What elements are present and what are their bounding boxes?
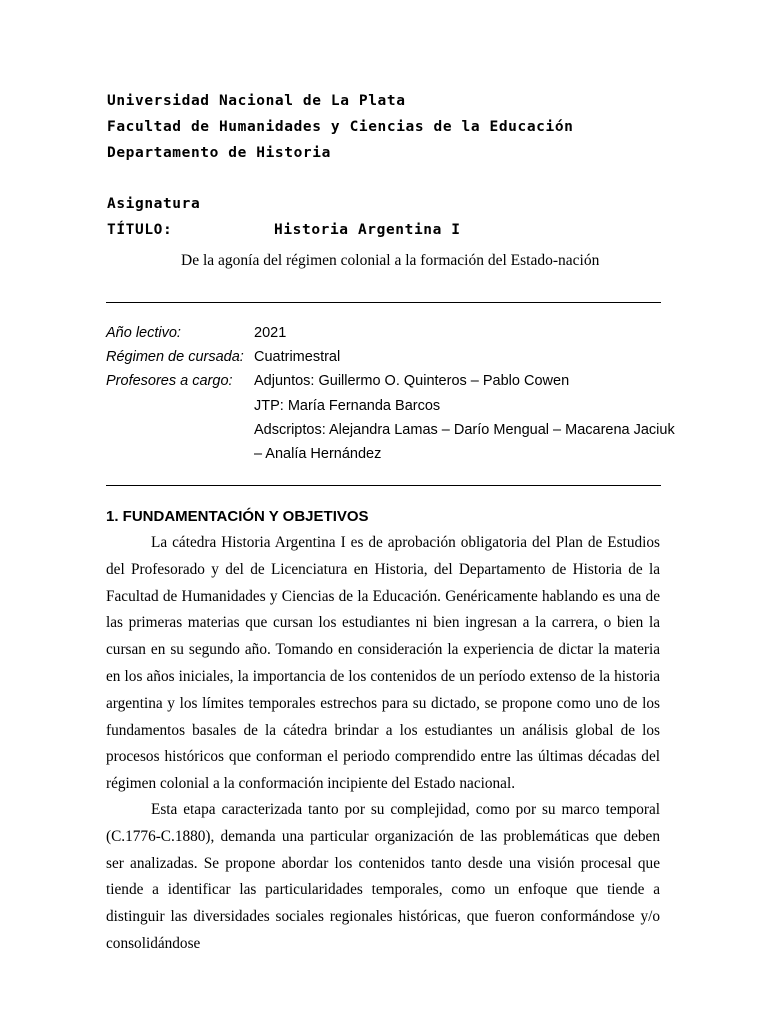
year-label: Año lectivo:: [106, 325, 181, 341]
faculty-name: Facultad de Humanidades y Ciencias de la Educación: [107, 119, 574, 135]
university-name: Universidad Nacional de La Plata: [107, 93, 406, 109]
top-divider: [106, 302, 661, 303]
course-title-label: TÍTULO:: [107, 222, 173, 238]
body-paragraph-2: Esta etapa caracterizada tanto por su complejidad, como por su marco temporal (C.1776-C.1880), demanda una particular organización de las problemáticas que deben ser analizadas. Se propone abordar los contenidos tanto desde una visión procesal que tiende a identificar las particularidades temporales, como un enfoque que tiende a distinguir las diversidades sociales regionales históricas, que fueron conformándose y/o consolidándose: [106, 801, 660, 952]
professors-label: Profesores a cargo:: [106, 373, 233, 389]
department-name: Departamento de Historia: [107, 145, 331, 161]
course-section-label: Asignatura: [107, 196, 201, 212]
body-paragraph-1: La cátedra Historia Argentina I es de aprobación obligatoria del Plan de Estudios del Profesorado y del de Licenciatura en Historia, del Departamento de Historia de la Facultad de Humanidades y Ciencias de la Educación. Genéricamente hablando es una de las primeras materias que cursan los estudiantes ni bien ingresan a la carrera, o bien la cursan en su segundo año. Tomando en consideración la experiencia de dictar la materia en los años iniciales, la importancia de los contenidos de un período extenso de la historia argentina y los límites temporales estrechos para su dictado, se propone como uno de los fundamentos basales de la cátedra brindar a los estudiantes un análisis global de los procesos históricos que conforman el periodo comprendido entre las últimas décadas del régimen colonial a la conformación incipiente del Estado nacional.: [106, 534, 660, 793]
bottom-divider: [106, 485, 661, 486]
adscriptos-line-continued: – Analía Hernández: [254, 446, 382, 462]
regime-label: Régimen de cursada:: [106, 349, 244, 365]
adjuntos-line: Adjuntos: Guillermo O. Quinteros – Pablo Cowen: [254, 373, 570, 389]
regime-value: Cuatrimestral: [254, 349, 341, 365]
course-subtitle: De la agonía del régimen colonial a la formación del Estado-nación: [181, 252, 600, 269]
year-value: 2021: [254, 325, 287, 341]
jtp-line: JTP: María Fernanda Barcos: [254, 398, 441, 414]
course-title-value: Historia Argentina I: [274, 222, 461, 238]
section-heading: 1. FUNDAMENTACIÓN Y OBJETIVOS: [106, 508, 369, 525]
adscriptos-line: Adscriptos: Alejandra Lamas – Darío Mengual – Macarena Jaciuk: [254, 422, 675, 438]
